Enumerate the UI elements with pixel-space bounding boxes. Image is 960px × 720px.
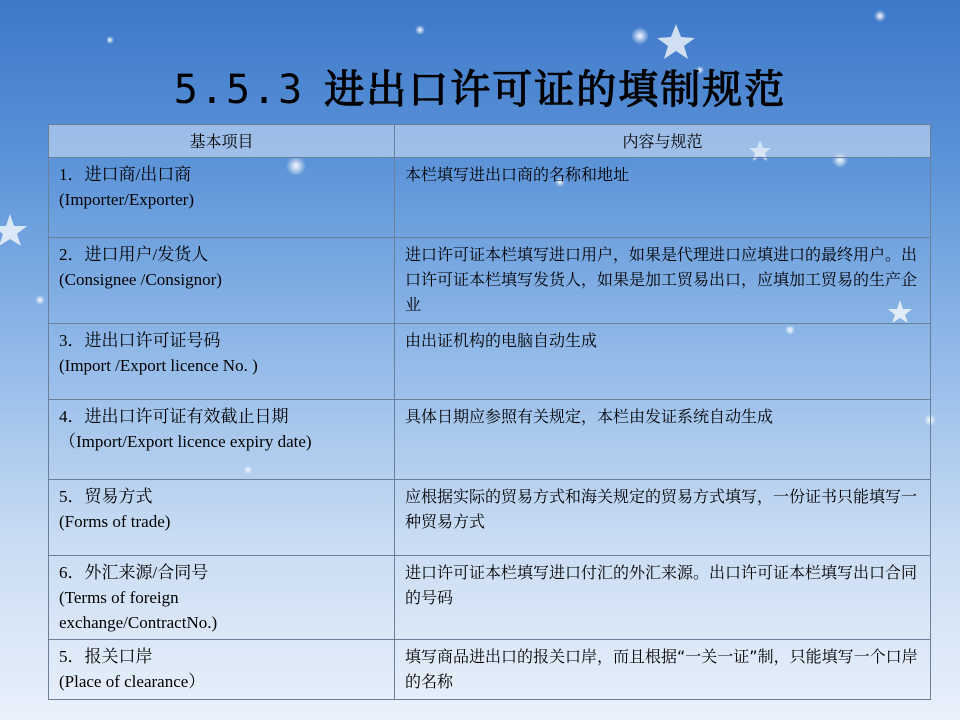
- star-icon: [657, 24, 695, 59]
- item-cell: [49, 324, 395, 400]
- title-text: 进出口许可证的填制规范: [324, 67, 787, 113]
- item-line: (Import /Export licence No. ): [59, 356, 258, 375]
- item-cell: [49, 480, 395, 556]
- item-line: (Terms of foreign: [59, 588, 179, 607]
- content-cell: [395, 400, 931, 480]
- content-text: 进口许可证本栏填写进口用户，如果是代理进口应填进口的最终用户。出口许可证本栏填写发货人，如果是加工贸易出口，应填加工贸易的生产企业: [405, 245, 918, 314]
- item-cell: [49, 640, 395, 700]
- table-row: [49, 480, 931, 556]
- table-header-row: [49, 125, 931, 158]
- content-cell: [395, 556, 931, 640]
- item-line: 3．进出口许可证号码: [59, 331, 221, 350]
- table-row: [49, 640, 931, 700]
- spec-table: [48, 124, 931, 700]
- table-row: [49, 324, 931, 400]
- item-cell: [49, 556, 395, 640]
- slide-title: [0, 58, 960, 115]
- content-text: 具体日期应参照有关规定，本栏由发证系统自动生成: [405, 407, 774, 426]
- content-cell: [395, 324, 931, 400]
- content-text: 由出证机构的电脑自动生成: [405, 331, 598, 350]
- content-text: 填写商品进出口的报关口岸，而且根据“一关一证”制，只能填写一个口岸的名称: [405, 647, 918, 691]
- item-line: 1．进口商/出口商: [59, 165, 192, 184]
- section-number: 5.5.3: [173, 67, 305, 113]
- table-row: [49, 238, 931, 324]
- item-line: (Consignee /Consignor): [59, 270, 222, 289]
- item-line: (Importer/Exporter): [59, 190, 194, 209]
- table-row: [49, 400, 931, 480]
- item-line: 5．贸易方式: [59, 487, 153, 506]
- item-line: (Place of clearance）: [59, 672, 206, 691]
- star-icon: [0, 214, 27, 246]
- item-line: 5．报关口岸: [59, 647, 153, 666]
- item-line: (Forms of trade): [59, 512, 171, 531]
- item-line: 2．进口用户/发货人: [59, 245, 209, 264]
- item-line: exchange/ContractNo.): [59, 613, 218, 632]
- content-cell: [395, 480, 931, 556]
- header-basic-item: 基本项目: [49, 125, 395, 158]
- item-cell: [49, 400, 395, 480]
- item-cell: [49, 238, 395, 324]
- item-cell: [49, 158, 395, 238]
- content-cell: [395, 238, 931, 324]
- content-cell: [395, 640, 931, 700]
- content-cell: [395, 158, 931, 238]
- content-text: 进口许可证本栏填写进口付汇的外汇来源。出口许可证本栏填写出口合同的号码: [405, 563, 918, 607]
- item-line: （Import/Export licence expiry date): [59, 432, 312, 451]
- item-line: 4．进出口许可证有效截止日期: [59, 407, 289, 426]
- header-content-spec: 内容与规范: [395, 125, 931, 158]
- item-line: 6．外汇来源/合同号: [59, 563, 209, 582]
- table-row: [49, 158, 931, 238]
- content-text: 应根据实际的贸易方式和海关规定的贸易方式填写，一份证书只能填写一种贸易方式: [405, 487, 918, 531]
- content-text: 本栏填写进出口商的名称和地址: [405, 165, 630, 184]
- table-row: [49, 556, 931, 640]
